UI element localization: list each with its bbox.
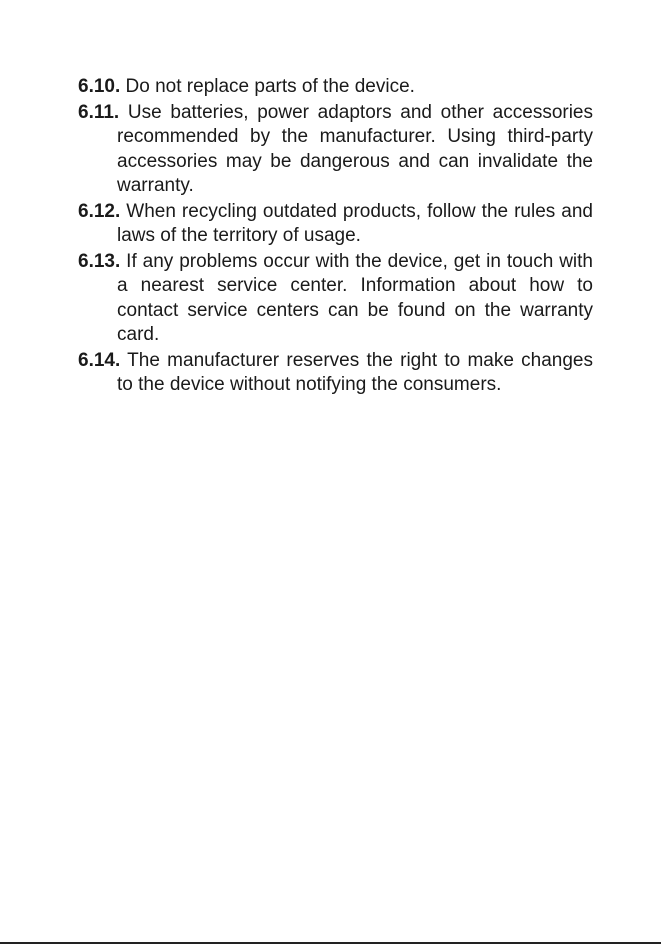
item-text: Do not replace parts of the device. [120,76,415,97]
item-text: The manufacturer reserves the right to make changes to the device without notifying the consumers. [117,349,593,395]
list-item [78,75,593,100]
list-item [78,200,593,249]
item-number: 6.11. [78,101,120,123]
item-number: 6.10. [78,76,121,97]
item-text: When recycling outdated products, follow the rules and laws of the territory of usage. [117,200,593,246]
item-number: 6.14. [78,349,121,371]
item-number: 6.13. [78,250,121,272]
list-item [78,101,593,199]
list-item [78,250,593,348]
item-text: Use batteries, power adaptors and other accessories recommended by the manufacturer. Using third-party accessories may be dangerous and can invalidate the warranty. [117,101,593,196]
list-item [78,349,593,398]
item-number: 6.12. [78,200,121,222]
item-text: If any problems occur with the device, get in touch with a nearest service center. Information about how to contact service centers can be found on the warranty card. [117,250,593,345]
document-page [78,75,593,399]
